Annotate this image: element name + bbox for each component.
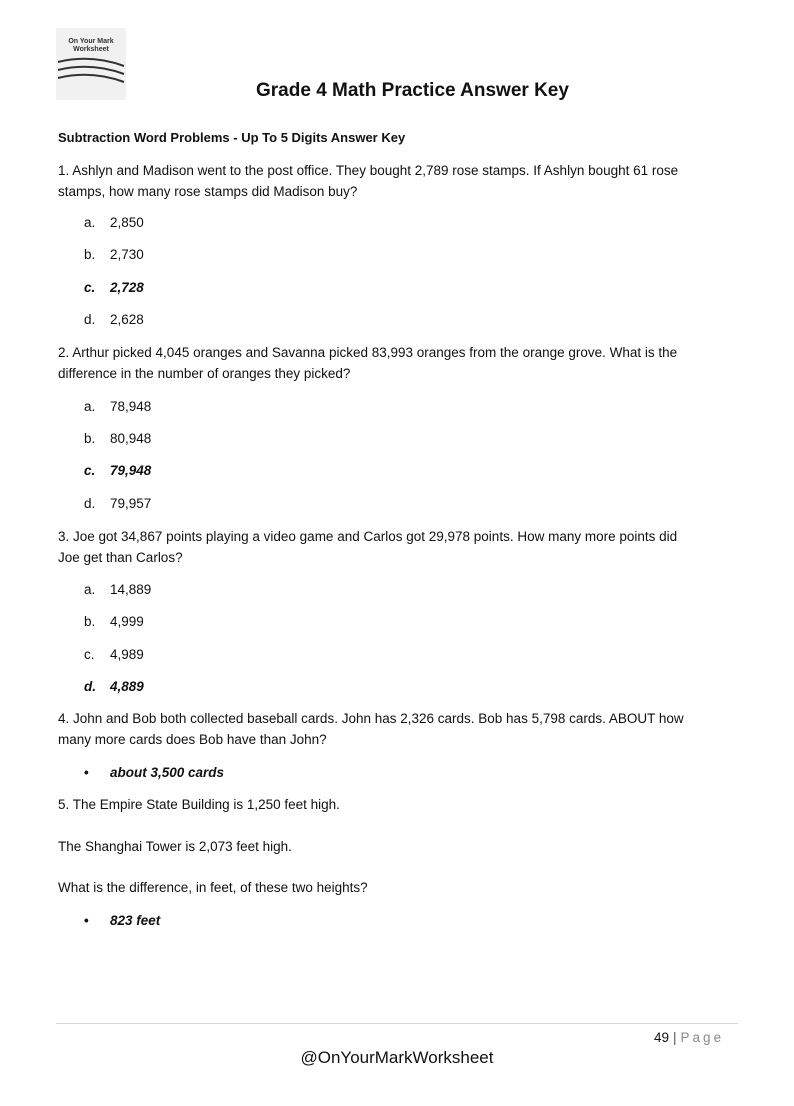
logo bbox=[56, 28, 126, 100]
section-title: Subtraction Word Problems - Up To 5 Digits Answer Key bbox=[58, 130, 406, 145]
logo-swoosh-icon bbox=[56, 56, 126, 92]
footer-divider bbox=[56, 1023, 738, 1024]
question-3-option-a: a. 14,889 bbox=[84, 582, 152, 597]
question-3-option-d-answer: d. 4,889 bbox=[84, 679, 144, 694]
question-2-text: 2. Arthur picked 4,045 oranges and Savanna picked 83,993 oranges from the orange grove. What is the difference in the number of oranges they picked? bbox=[58, 345, 678, 381]
question-3-text: 3. Joe got 34,867 points playing a video game and Carlos got 29,978 points. How many more points did Joe get than Carlos? bbox=[58, 529, 678, 565]
footer-handle: @OnYourMarkWorksheet bbox=[300, 1048, 494, 1067]
page-number: 49 | Page bbox=[654, 1030, 725, 1045]
question-1-option-c-answer: c. 2,728 bbox=[84, 280, 144, 295]
question-2-option-d: d. 79,957 bbox=[84, 496, 152, 511]
question-5-line-1: 5. The Empire State Building is 1,250 feet high. bbox=[58, 797, 340, 812]
question-5-line-2: The Shanghai Tower is 2,073 feet high. bbox=[58, 839, 292, 854]
question-3-option-c: c. 4,989 bbox=[84, 647, 144, 662]
question-2-option-c-answer: c. 79,948 bbox=[84, 463, 152, 478]
question-5-line-3: What is the difference, in feet, of these two heights? bbox=[58, 880, 368, 895]
question-5-answer: • 823 feet bbox=[84, 913, 161, 928]
question-4-text: 4. John and Bob both collected baseball cards. John has 2,326 cards. Bob has 5,798 cards. ABOUT how many more cards does Bob have than John? bbox=[58, 711, 684, 747]
question-3-option-b: b. 4,999 bbox=[84, 614, 144, 629]
question-2-option-b: b. 80,948 bbox=[84, 431, 152, 446]
logo-text: On Your Mark Worksheet bbox=[68, 38, 114, 53]
question-1-text: 1. Ashlyn and Madison went to the post office. They bought 2,789 rose stamps. If Ashlyn bought 61 rose stamps, how many rose stamps did Madison buy? bbox=[58, 163, 679, 199]
question-1-option-d: d. 2,628 bbox=[84, 312, 144, 327]
question-1-option-b: b. 2,730 bbox=[84, 247, 144, 262]
question-1-option-a: a. 2,850 bbox=[84, 215, 144, 230]
question-4-answer: • about 3,500 cards bbox=[84, 765, 225, 780]
document-title: Grade 4 Math Practice Answer Key bbox=[256, 80, 569, 101]
question-2-option-a: a. 78,948 bbox=[84, 399, 152, 414]
